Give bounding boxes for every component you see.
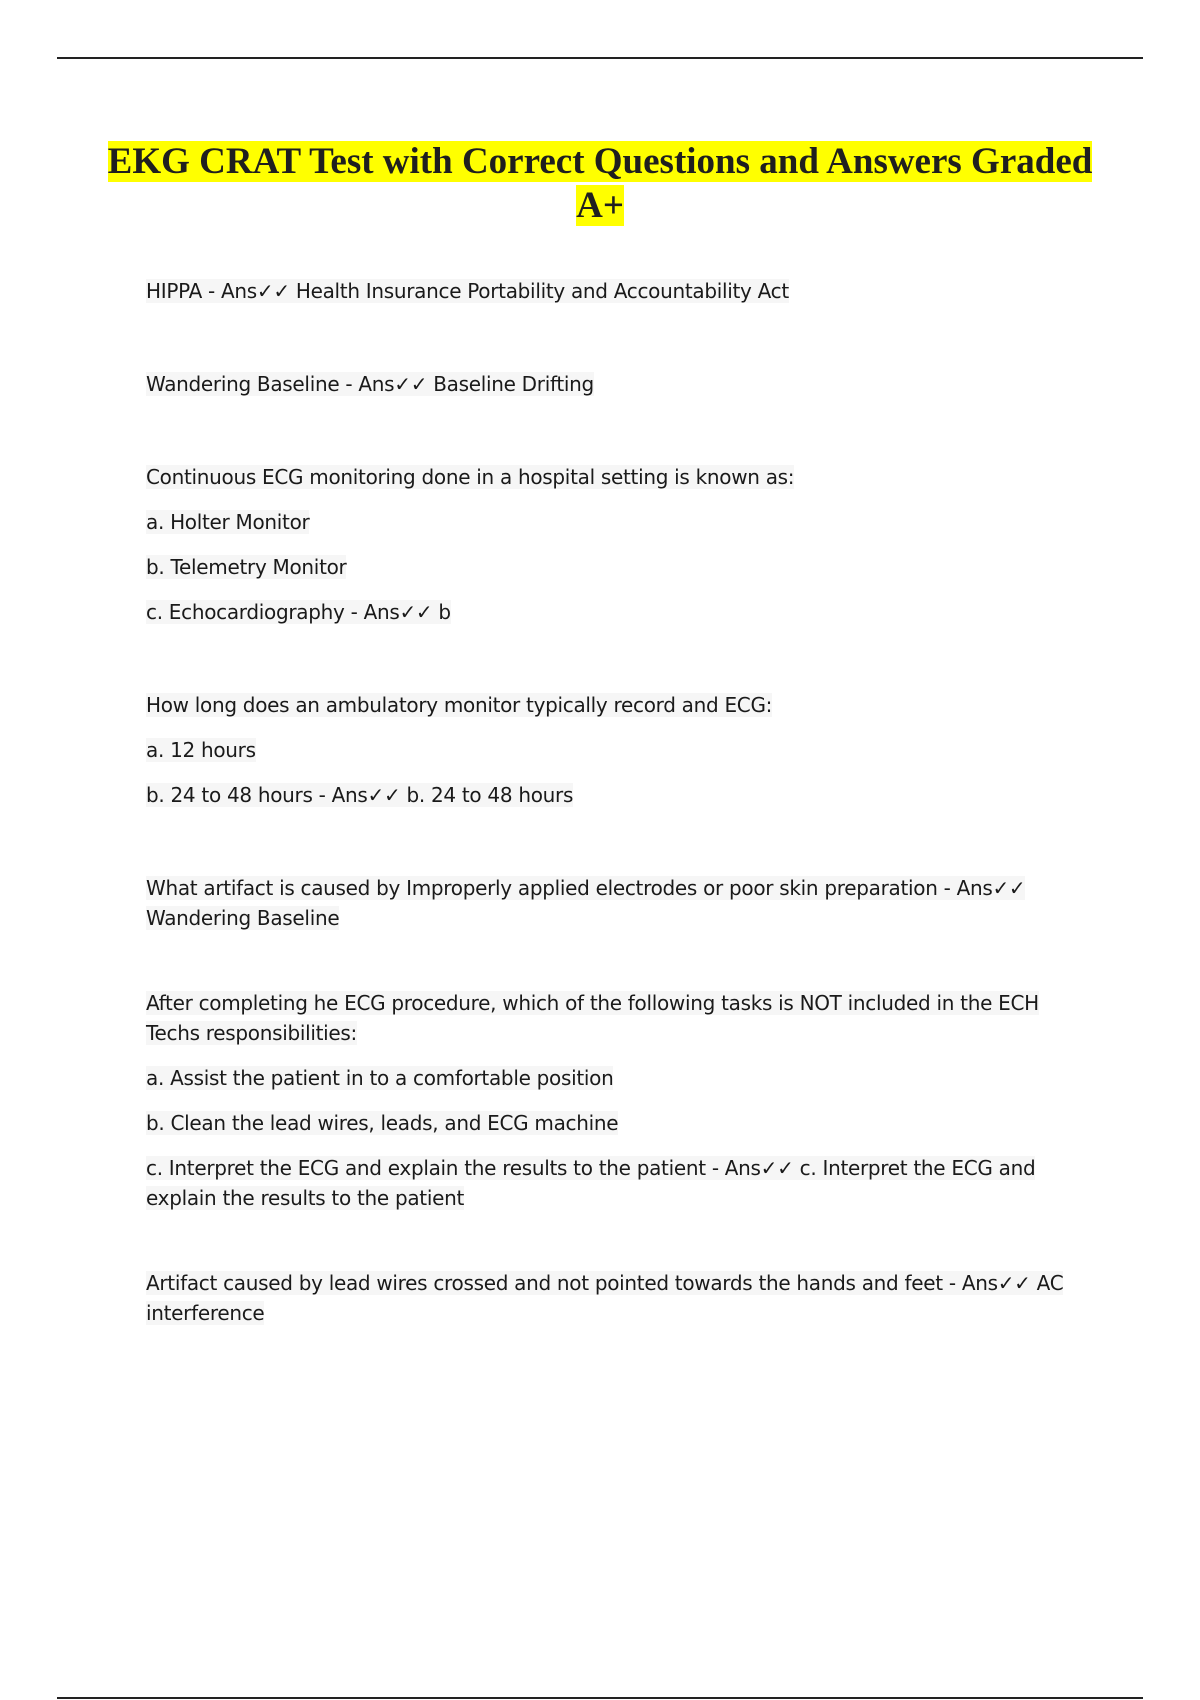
bottom-rule	[57, 1697, 1143, 1699]
answer-option: a. Holter Monitor	[146, 510, 310, 534]
answer-option: c. Echocardiography - Ans✓✓ b	[146, 600, 451, 624]
qa-content	[146, 276, 1076, 1343]
question-text: How long does an ambulatory monitor typically record and ECG:	[146, 693, 773, 717]
question-text: Continuous ECG monitoring done in a hospital setting is known as:	[146, 465, 795, 489]
qa-item-1: HIPPA - Ans✓✓ Health Insurance Portability and Accountability Act	[146, 279, 789, 303]
qa-item-3	[146, 462, 1076, 627]
answer-option: b. Clean the lead wires, leads, and ECG machine	[146, 1111, 619, 1135]
qa-item-2: Wandering Baseline - Ans✓✓ Baseline Drifting	[146, 372, 594, 396]
answer-option: c. Interpret the ECG and explain the results to the patient - Ans✓✓ c. Interpret the ECG and explain the results to the patient	[146, 1156, 1036, 1210]
answer-option: b. Telemetry Monitor	[146, 555, 347, 579]
answer-option: a. Assist the patient in to a comfortable position	[146, 1066, 614, 1090]
qa-item-4	[146, 690, 1076, 810]
answer-option: b. 24 to 48 hours - Ans✓✓ b. 24 to 48 hours	[146, 783, 574, 807]
document-title: EKG CRAT Test with Correct Questions and Answers Graded A+	[107, 141, 1093, 226]
qa-item-6	[146, 988, 1076, 1213]
answer-option: a. 12 hours	[146, 738, 256, 762]
qa-item-5: What artifact is caused by Improperly applied electrodes or poor skin preparation - Ans✓✓ Wandering Baseline	[146, 876, 1026, 930]
question-text: After completing he ECG procedure, which of the following tasks is NOT included in the ECH Techs responsibilities:	[146, 991, 1039, 1045]
qa-item-7: Artifact caused by lead wires crossed and not pointed towards the hands and feet - Ans✓✓ AC interference	[146, 1271, 1064, 1325]
title-block	[100, 140, 1100, 228]
top-rule	[57, 57, 1143, 59]
